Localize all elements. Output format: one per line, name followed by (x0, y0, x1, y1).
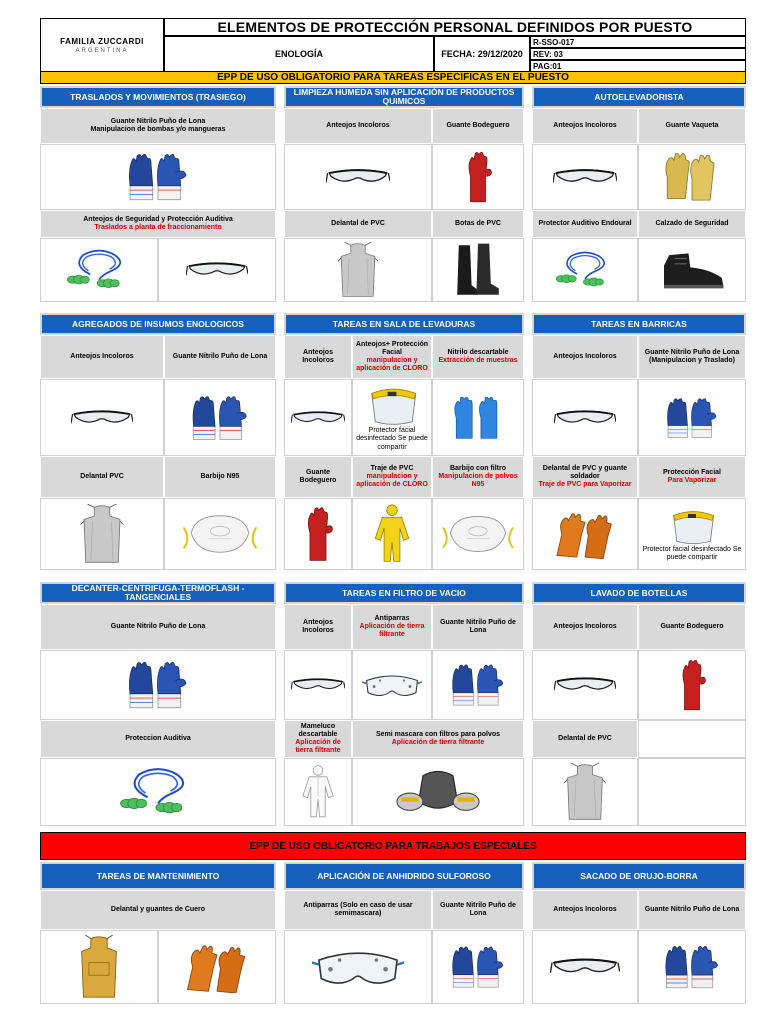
image-nitrile-glove-anhidrido (432, 930, 524, 1004)
section-title-anhidrido: APLICACIÓN DE ANHIDRIDO SULFOROSO (284, 862, 524, 890)
label-goggles-filtro: Antiparras Aplicación de tierra filtrante (352, 604, 432, 650)
company-logo-sub: ARGENTINA (75, 47, 129, 54)
label-n95-levaduras: Barbijo con filtro Manipulacion de polvos N95 (432, 456, 524, 498)
nitrile-glove-icon (447, 941, 509, 993)
note-face-shield-levaduras: Protector facial desinfectado Se puede compartir (356, 427, 428, 451)
n95-mask-icon (181, 510, 259, 558)
image-n95-levaduras (432, 498, 524, 570)
section-title-agregados: AGREGADOS DE INSUMOS ENOLOGICOS (40, 313, 276, 335)
section-title-traslados: TRASLADOS Y MOVIMIENTOS (TRASIEGO) (40, 86, 276, 108)
face-shield-icon (359, 383, 425, 427)
coverall-icon (298, 763, 338, 821)
nitrile-glove-icon (662, 393, 722, 443)
pvc-boots-icon (454, 242, 502, 298)
note-face-shield-barricas: Protector facial desinfectado Se puede compartir (642, 545, 742, 561)
page-title: ELEMENTOS DE PROTECCIÓN PERSONAL DEFINIDOS POR PUESTO (217, 19, 693, 35)
earplugs-icon (116, 766, 200, 818)
latex-glove-icon (449, 393, 507, 443)
section-title-filtro: TAREAS EN FILTRO DE VACIO (284, 582, 524, 604)
document-date: FECHA: 29/12/2020 (441, 49, 523, 59)
label-nitrile-glove-decanter: Guante Nitrilo Puño de Lona (40, 604, 276, 650)
label-safety-shoe-autoelevador: Calzado de Seguridad (638, 210, 746, 238)
document-code: R-SSO-017 (533, 37, 575, 47)
section-title-decanter: DECANTER-CENTRIFUGA-TERMOFLASH - TANGENCIALES (40, 582, 276, 604)
label-leather-apron-mantenimiento: Delantal y guantes de Cuero (40, 890, 276, 930)
earplugs-icon (63, 248, 135, 292)
image-glasses-traslados (158, 238, 276, 302)
image-glasses-limpieza (284, 144, 432, 210)
label-face-shield-barricas: Protección Facial Para Vaporizar (638, 456, 746, 498)
page-number: PAG:01 (533, 61, 562, 71)
safety-glasses-icon (71, 406, 133, 430)
leather-apron-icon (75, 935, 123, 999)
image-nitrile-glove-agregados (164, 379, 276, 456)
image-goggles-anhidrido (284, 930, 432, 1004)
safety-shoe-icon (657, 248, 727, 292)
label-glasses-filtro: Anteojos Incoloros (284, 604, 352, 650)
code-cell (530, 36, 746, 48)
safety-glasses-icon (553, 165, 617, 189)
banner-specific-tasks: EPP DE USO OBLIGATORIO PARA TAREAS ESPECÍFICAS EN EL PUESTO (40, 71, 746, 84)
leather-glove-icon (659, 152, 725, 202)
image-latex-glove-levaduras (432, 379, 524, 456)
label-pvc-apron-agregados: Delantal PVC (40, 456, 164, 498)
image-pvc-glove-levaduras (284, 498, 352, 570)
label-glasses-orujo: Anteojos Incoloros (532, 890, 638, 930)
label-glasses-limpieza: Anteojos Incoloros (284, 108, 432, 144)
section-title-lavado: LAVADO DE BOTELLAS (532, 582, 746, 604)
image-pvc-glove-limpieza (432, 144, 524, 210)
section-title-levaduras: TAREAS EN SALA DE LEVADURAS (284, 313, 524, 335)
nitrile-glove-icon (123, 657, 193, 713)
section-title-autoelevador: AUTOELEVADORISTA (532, 86, 746, 108)
pvc-suit-icon (370, 503, 414, 565)
image-glasses-orujo (532, 930, 638, 1004)
label-coverall-filtro: Mameluco descartable Aplicación de tierra filtrante (284, 720, 352, 758)
label-glasses-levaduras: Anteojos Incoloros (284, 335, 352, 379)
image-pvc-suit-levaduras (352, 498, 432, 570)
nitrile-glove-icon (660, 940, 724, 994)
nitrile-glove-icon (123, 149, 193, 205)
image-nitrile-glove-barricas (638, 379, 746, 456)
image-earplugs-traslados (40, 238, 158, 302)
image-pvc-boots-limpieza (432, 238, 524, 302)
label-half-mask-filtro: Semi mascara con filtros para polvos Aplicación de tierra filtrante (352, 720, 524, 758)
empty-cell-lavado (638, 720, 746, 758)
image-glasses-filtro (284, 650, 352, 720)
face-shield-icon (662, 506, 722, 546)
safety-glasses-icon (291, 674, 345, 696)
label-pvc-apron-lavado: Delantal de PVC (532, 720, 638, 758)
image-welding-glove-mantenimiento (158, 930, 276, 1004)
label-pvc-glove-limpieza: Guante Bodeguero (432, 108, 524, 144)
leather-glove-icon (182, 941, 252, 993)
image-nitrile-glove-decanter (40, 650, 276, 720)
banner-special-tasks: EPP DE USO OBLIGATORIO PARA TRABAJOS ESPECIALES (40, 832, 746, 860)
rev-cell (530, 48, 746, 60)
image-pvc-glove-lavado (638, 650, 746, 720)
image-glasses-barricas (532, 379, 638, 456)
safety-glasses-icon (550, 954, 620, 980)
label-pvc-suit-levaduras: Traje de PVC manipulacion y aplicación de CLORO (352, 456, 432, 498)
safety-glasses-icon (291, 407, 345, 429)
image-nitrile-glove-filtro (432, 650, 524, 720)
label-earplugs-autoelevador: Protector Auditivo Endoural (532, 210, 638, 238)
goggles-icon (362, 670, 422, 700)
label-nitrile-glove-anhidrido: Guante Nitrilo Puño de Lona (432, 890, 524, 930)
image-glasses-autoelevador (532, 144, 638, 210)
image-leather-glove-autoelevador (638, 144, 746, 210)
label-nitrile-glove-barricas: Guante Nitrilo Puño de Lona (Manipulacion y Traslado) (638, 335, 746, 379)
image-nitrile-glove-orujo (638, 930, 746, 1004)
date-cell (434, 36, 530, 72)
image-welding-glove-barricas (532, 498, 638, 570)
section-title-barricas: TAREAS EN BARRICAS (532, 313, 746, 335)
leather-glove-icon (552, 509, 618, 559)
image-face-shield-barricas (638, 498, 746, 570)
image-safety-shoe-autoelevador (638, 238, 746, 302)
pvc-apron-icon (338, 242, 378, 298)
safety-glasses-icon (554, 673, 616, 697)
image-glasses-levaduras (284, 379, 352, 456)
empty-image-cell-lavado (638, 758, 746, 826)
label-glasses-barricas: Anteojos Incoloros (532, 335, 638, 379)
section-title-mantenimiento: TAREAS DE MANTENIMIENTO (40, 862, 276, 890)
label-glasses-lavado: Anteojos Incoloros (532, 604, 638, 650)
pvc-glove-icon (677, 656, 707, 714)
image-leather-apron-mantenimiento (40, 930, 158, 1004)
label-latex-glove-levaduras: Nitrilo descartable Extracción de muestras (432, 335, 524, 379)
label-glasses-agregados: Anteojos Incoloros (40, 335, 164, 379)
section-title-limpieza: LIMPIEZA HUMEDA SIN APLICACIÓN DE PRODUCTOS QUIMICOS (284, 86, 524, 108)
pvc-apron-icon (564, 763, 606, 821)
label-hearing-decanter: Proteccion Auditiva (40, 720, 276, 758)
image-earplugs-autoelevador (532, 238, 638, 302)
safety-glasses-icon (186, 258, 248, 282)
pvc-apron-icon (80, 504, 124, 564)
nitrile-glove-icon (447, 659, 509, 711)
n95-mask-icon (441, 511, 515, 557)
image-glasses-agregados (40, 379, 164, 456)
safety-glasses-icon (326, 165, 390, 189)
label-nitrile-glove-filtro: Guante Nitrilo Puño de Lona (432, 604, 524, 650)
label-leather-glove-autoelevador: Guante Vaqueta (638, 108, 746, 144)
image-pvc-apron-lavado (532, 758, 638, 826)
section-title-orujo: SACADO DE ORUJO-BORRA (532, 862, 746, 890)
label-goggles-anhidrido: Antiparras (Solo en caso de usar semimascara) (284, 890, 432, 930)
pvc-glove-icon (463, 149, 493, 205)
label-glasses-autoelevador: Anteojos Incoloros (532, 108, 638, 144)
earplugs-icon (553, 250, 617, 290)
nitrile-glove-icon (187, 390, 253, 446)
safety-glasses-icon (554, 406, 616, 430)
label-apron-welding-glove-barricas: Delantal de PVC y guante soldador Traje de PVC para Vaporizar (532, 456, 638, 498)
company-logo: FAMILIA ZUCCARDI (60, 36, 144, 46)
logo-cell (40, 18, 164, 72)
image-goggles-filtro (352, 650, 432, 720)
label-n95-agregados: Barbijo N95 (164, 456, 276, 498)
image-pvc-apron-agregados (40, 498, 164, 570)
image-half-mask-filtro (352, 758, 524, 826)
image-face-shield-levaduras (352, 379, 432, 456)
label-pvc-glove-lavado: Guante Bodeguero (638, 604, 746, 650)
image-glasses-lavado (532, 650, 638, 720)
label-pvc-apron-limpieza: Delantal de PVC (284, 210, 432, 238)
image-n95-agregados (164, 498, 276, 570)
label-pvc-glove-levaduras: Guante Bodeguero (284, 456, 352, 498)
header-title-cell (164, 18, 746, 36)
label-glasses-hearing-traslados: Anteojos de Seguridad y Protección Auditiva Traslados a planta de fraccionamiento (40, 210, 276, 238)
image-coverall-filtro (284, 758, 352, 826)
image-earplugs-decanter (40, 758, 276, 826)
half-mask-icon (393, 765, 483, 819)
label-nitrile-glove-agregados: Guante Nitrilo Puño de Lona (164, 335, 276, 379)
image-nitrile-glove-traslados (40, 144, 276, 210)
document-revision: REV: 03 (533, 49, 563, 59)
area-name: ENOLOGÍA (274, 49, 323, 59)
area-cell (164, 36, 434, 72)
label-nitrile-glove-traslados: Guante Nitrilo Puño de Lona Manipulacion de bombas y/o mangueras (40, 108, 276, 144)
label-nitrile-glove-orujo: Guante Nitrilo Puño de Lona (638, 890, 746, 930)
pvc-glove-icon (302, 504, 334, 564)
label-pvc-boots-limpieza: Botas de PVC (432, 210, 524, 238)
label-face-shield-levaduras: Anteojos+ Protección Facial manipulacion y aplicación de CLORO (352, 335, 432, 379)
goggles-icon (312, 944, 404, 990)
image-pvc-apron-limpieza (284, 238, 432, 302)
